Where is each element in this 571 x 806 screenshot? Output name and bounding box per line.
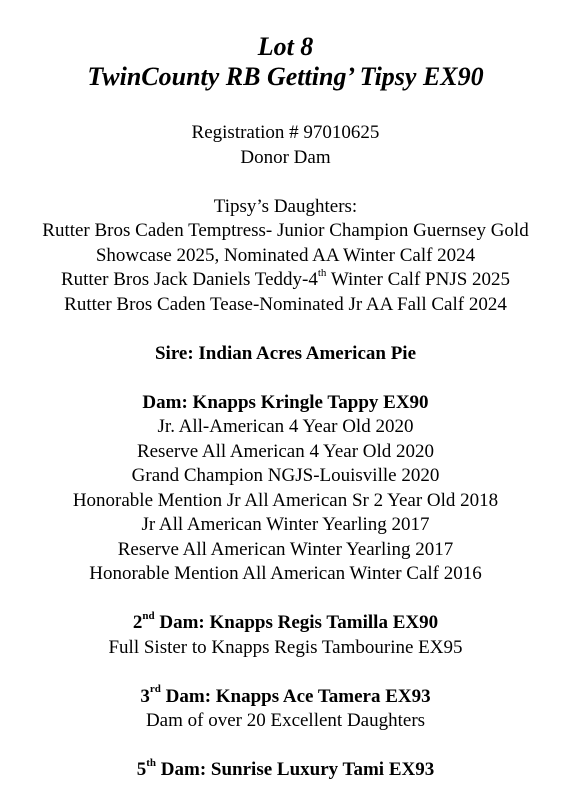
third-dam-note: Dam of over 20 Excellent Daughters	[145, 710, 426, 731]
dam-honor: Jr. All-American 4 Year Old 2020	[157, 416, 414, 437]
second-dam-number: 2	[132, 612, 143, 633]
second-dam-note: Full Sister to Knapps Regis Tambourine EX95	[108, 636, 463, 658]
ordinal-suffix: nd	[142, 609, 155, 622]
fifth-dam-number: 5	[136, 759, 147, 780]
spacer	[0, 317, 571, 342]
fifth-dam-heading	[0, 758, 571, 783]
daughter-line-3-text: Rutter Bros Jack Daniels Teddy-4	[60, 269, 318, 290]
dam-honor: Reserve All American Winter Yearling 2017	[117, 538, 454, 560]
daughters-heading: Tipsy’s Daughters:	[213, 195, 358, 217]
second-dam-name: Dam: Knapps Regis Tamilla EX90	[154, 612, 439, 633]
donor-label: Donor Dam	[240, 146, 331, 168]
animal-name: TwinCounty RB Getting’ Tipsy EX90	[87, 62, 484, 91]
spacer	[0, 587, 571, 612]
spacer	[0, 734, 571, 759]
ordinal-suffix: rd	[149, 683, 161, 696]
third-dam-name: Dam: Knapps Ace Tamera EX93	[160, 685, 431, 707]
lot-title	[0, 32, 571, 92]
sire-heading: Sire: Indian Acres American Pie	[154, 342, 417, 364]
ordinal-suffix: th	[146, 756, 157, 769]
fifth-dam-name: Dam: Sunrise Luxury Tami EX93	[156, 759, 435, 780]
daughter-line-3-rest: Winter Calf PNJS 2025	[326, 269, 511, 290]
dam-honor: Grand Champion NGJS-Louisville 2020	[131, 465, 440, 486]
dam-heading: Dam: Knapps Kringle Tappy EX90	[142, 391, 429, 413]
daughter-line-4: Rutter Bros Caden Tease-Nominated Jr AA Fall Calf 2024	[64, 293, 507, 315]
dam-honor: Honorable Mention All American Winter Calf 2016	[89, 563, 482, 584]
spacer	[0, 660, 571, 685]
daughter-line-3	[0, 268, 571, 293]
pedigree-body	[0, 121, 571, 783]
daughter-line-1: Rutter Bros Caden Temptress- Junior Champion Guernsey Gold	[42, 220, 529, 241]
dam-honor: Honorable Mention Jr All American Sr 2 Year Old 2018	[72, 489, 499, 511]
third-dam-number: 3	[140, 685, 150, 707]
registration-number: Registration # 97010625	[191, 122, 380, 143]
spacer	[0, 170, 571, 195]
daughter-line-2: Showcase 2025, Nominated AA Winter Calf 2024	[95, 244, 476, 266]
second-dam-heading	[0, 611, 571, 636]
ordinal-suffix: th	[317, 266, 327, 279]
dam-honor: Jr All American Winter Yearling 2017	[141, 514, 430, 535]
third-dam-heading	[0, 685, 571, 710]
dam-honor: Reserve All American 4 Year Old 2020	[136, 440, 435, 462]
lot-number: Lot 8	[257, 32, 314, 61]
spacer	[0, 366, 571, 391]
